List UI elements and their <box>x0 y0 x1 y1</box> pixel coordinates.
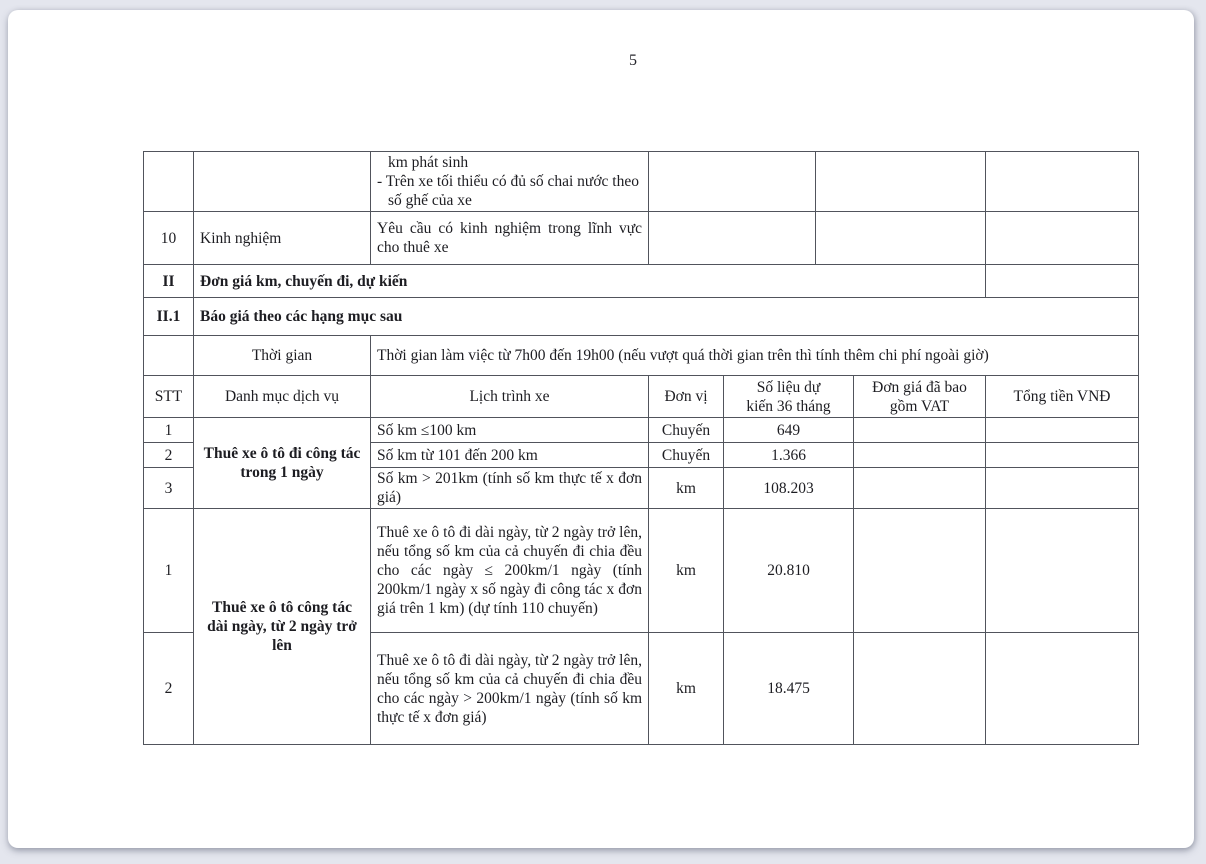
col-header-total: Tổng tiền VNĐ <box>986 376 1139 418</box>
cell-section-title: Báo giá theo các hạng mục sau <box>194 298 1139 336</box>
cell-qty: 20.810 <box>724 509 854 633</box>
cell-total-empty <box>986 468 1139 509</box>
cell-empty <box>816 152 986 212</box>
schedule-line: km phát sinh <box>388 154 469 171</box>
table-row <box>144 418 1139 443</box>
cell-stt: 1 <box>144 509 194 633</box>
cell-group-label: Thuê xe ô tô công tác dài ngày, từ 2 ngày trở lên <box>194 509 371 745</box>
time-row <box>144 336 1139 376</box>
cell-stt: 2 <box>144 443 194 468</box>
cell-unit: km <box>649 509 724 633</box>
cell-empty <box>649 212 816 265</box>
col-header-qty <box>724 376 854 418</box>
table-row <box>144 509 1139 633</box>
cell-total-empty <box>986 633 1139 745</box>
cell-price-empty <box>854 443 986 468</box>
cell-price-empty <box>854 418 986 443</box>
col-header-schedule: Lịch trình xe <box>371 376 649 418</box>
col-header-price <box>854 376 986 418</box>
section-row-ii <box>144 265 1139 298</box>
cell-qty: 649 <box>724 418 854 443</box>
cell-unit: Chuyến <box>649 443 724 468</box>
cell-empty <box>986 265 1139 298</box>
cell-section-stt: II.1 <box>144 298 194 336</box>
cell-stt: 3 <box>144 468 194 509</box>
cell-total-empty <box>986 443 1139 468</box>
cell-schedule: Yêu cầu có kinh nghiệm trong lĩnh vực cho thuê xe <box>371 212 649 265</box>
cell-price-empty <box>854 509 986 633</box>
cell-schedule: Thuê xe ô tô đi dài ngày, từ 2 ngày trở lên, nếu tổng số km của cả chuyến đi chia đều cho các ngày ≤ 200km/1 ngày (tính 200km/1 ngày x số ngày đi công tác x đơn giá trên 1 km) (dự tính 110 chuyến) <box>371 509 649 633</box>
cell-empty <box>144 336 194 376</box>
cell-schedule: Số km > 201km (tính số km thực tế x đơn giá) <box>371 468 649 509</box>
cell-schedule: Thuê xe ô tô đi dài ngày, từ 2 ngày trở lên, nếu tổng số km của cả chuyến đi chia đều cho các ngày > 200km/1 ngày (tính số km thực tế x đơn giá) <box>371 633 649 745</box>
cell-empty <box>986 212 1139 265</box>
cell-group-label: Thuê xe ô tô đi công tác trong 1 ngày <box>194 418 371 509</box>
cell-qty: 108.203 <box>724 468 854 509</box>
cell-total-empty <box>986 418 1139 443</box>
cell-total-empty <box>986 509 1139 633</box>
col-header-stt: STT <box>144 376 194 418</box>
page-number: 5 <box>629 52 637 69</box>
cell-schedule-continuation <box>371 152 649 212</box>
table-row <box>144 152 1139 212</box>
header-row <box>144 376 1139 418</box>
requirements-table <box>143 151 1139 376</box>
cell-stt: 1 <box>144 418 194 443</box>
cell-section-stt: II <box>144 265 194 298</box>
cell-stt: 10 <box>144 212 194 265</box>
table-row <box>144 212 1139 265</box>
schedule-line: - Trên xe tối thiểu có đủ số chai nước theo <box>377 173 639 190</box>
cell-section-title: Đơn giá km, chuyến đi, dự kiến <box>194 265 986 298</box>
cell-category-empty <box>194 152 371 212</box>
col-header-price-label: Đơn giá đã bao gồm VAT <box>872 378 967 415</box>
cell-price-empty <box>854 468 986 509</box>
section-row-ii1 <box>144 298 1139 336</box>
cell-qty: 1.366 <box>724 443 854 468</box>
cell-unit: km <box>649 468 724 509</box>
cell-schedule: Số km ≤100 km <box>371 418 649 443</box>
col-header-category: Danh mục dịch vụ <box>194 376 371 418</box>
cell-time-value: Thời gian làm việc từ 7h00 đến 19h00 (nếu vượt quá thời gian trên thì tính thêm chi phí ngoài giờ) <box>371 336 1139 376</box>
cell-stt: 2 <box>144 633 194 745</box>
cell-empty <box>986 152 1139 212</box>
cell-empty <box>816 212 986 265</box>
col-header-unit: Đơn vị <box>649 376 724 418</box>
cell-empty <box>649 152 816 212</box>
cell-unit: km <box>649 633 724 745</box>
pricing-table <box>143 375 1139 745</box>
col-header-qty-label: Số liệu dự kiến 36 tháng <box>746 378 831 415</box>
cell-price-empty <box>854 633 986 745</box>
cell-schedule: Số km từ 101 đến 200 km <box>371 443 649 468</box>
cell-qty: 18.475 <box>724 633 854 745</box>
schedule-line: số ghế của xe <box>388 192 472 209</box>
cell-unit: Chuyến <box>649 418 724 443</box>
cell-time-label: Thời gian <box>194 336 371 376</box>
cell-stt-empty <box>144 152 194 212</box>
cell-category: Kinh nghiệm <box>194 212 371 265</box>
